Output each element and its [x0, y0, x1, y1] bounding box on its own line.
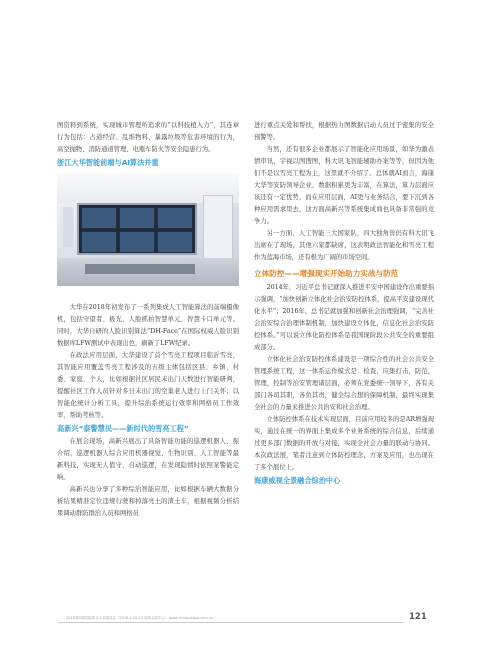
right-paragraph-3: 另一方面，人工智能三大国家队，四大独角兽仍有科大讯飞出席在了现场，其他六家都缺席，这表明政法智能化和雪亮工程作为蓝海市场，还有极为广阔的市场空间。	[254, 230, 434, 261]
right-paragraph-2: 当然，还有很多企业都展示了智能化应用场景，如华为激表情审讯，宇视以图搜图，科大讯飞智能辅助办案等等，但因为他们不是以雪亮工程为主，这里就不介绍了。总体就AI而言，海康大华等安防领导企业，数据积累更为丰富，在算法，算力层面应该还有一定优势，而在应用层面，AI更与业务结合，要下沉到各种应用需求里去，这方面高新兴等系统集成商也具备非常强的竞争力。	[254, 146, 434, 225]
left-paragraph-1: 图资料到系统，实现城市管理所追求的“以科技植入力”，其连章行为包括：占道经营、乱堆物料、暴露垃圾等危害环境的行为，高空抛物、消防通道管理、电瓶车防火等安全隐患行为。	[57, 122, 239, 153]
exhibition-photo	[57, 173, 239, 286]
page-number: 121	[409, 612, 427, 622]
page-footer	[0, 613, 480, 627]
section-subhead-hikvision: 海康威视全景融合综治中心	[254, 476, 341, 485]
section-subhead-gosuncn: 高新兴“泰警慧民——新时代的雪亮工程”	[57, 424, 189, 433]
left-paragraph-2: 大华在2018年初发布了一系列集成人工智能算法的前端摄像机，包括守望者、极光、人脸抓拍智慧单元、智慧卡口单元等。同时，大华自研的人脸识别算法“DH-Face”在国际权威人脸识别数据库LFW测试中表现出色，刷新了LFW纪录。	[57, 304, 239, 347]
right-paragraph-6: 立体防控体系在技术实现层面，目前应用较多的是AR增强现实，通过在统一的界面上集成多个业务系统的综合信息，后续通过更多部门数据的开放与对接，实现全社会力量的联动与协同。本次政法展，笔者注意到立体防控理念，方案及应用，也出现在了多个展位上。	[254, 416, 434, 471]
section-heading-3d-defense: 立体防控——增强现实开始助力实战与防范	[254, 269, 399, 278]
left-column	[57, 120, 239, 520]
section-subhead-dahua: 浙江大华智能前端与AI算法并重	[57, 158, 159, 167]
right-paragraph-4: 2014年，习近平总书记就深入推进平安中国建设作出重要指示强调，“加快创新立体化社会治安防控体系，提高平安建设现代化水平”；2016年，总书记就加强和创新社会治理强调，“完善社会治安综合治理体制机制，加快建设立体化，信息化社会治安防控体系。”可以说立体化防控体系是我国现阶段公共安全的重要组成部分。	[254, 284, 434, 351]
right-column	[254, 120, 434, 488]
left-paragraph-3: 在政法应用层面，大华建设了首个雪亮工程项目临沂雪亮，其智能应用覆盖雪亮工程涉及的五级主体包括区县、乡镇、村委、家庭、个人，比如根据社区居民未出门天数进行智能研判，提醒社区工作人员针对多日未出门的空巢老人进行上门关怀；以智能化统计分析工具，提升综治系统运行效率和网格员工作效率，帮助考核等。	[57, 352, 239, 419]
left-paragraph-4: 在展会现场，高新兴展出了具备智能功能的巡逻机器人、振介绍，巡逻机器人综合应用机器视觉、生物识别、人工智能等最新科技，实现无人值守、自动巡逻，在发现隐情时依照案警能定响。	[57, 438, 239, 481]
right-paragraph-5: 立体化社会治安防控体系建设是一项综合性的社会公共安全管理系统工程，这一体系运作模式是：检查，应集打击，防范，管理，控制等治安管理诸层面，必须在党委统一领导下，各有关部门各司其职，各负其责，健全综合想的保障机制，最终实现集全社会的力量来推进公共治安和社会治理。	[254, 356, 434, 411]
right-paragraph-1: 进行重点关爱和帮扶，根据热力图数据启动人员过于密集的安全预警等。	[254, 122, 434, 141]
footer-divider	[58, 622, 403, 623]
footer-caption: 2018第四届国际防无人机展览会《2018.4.20-22 深圳会展中心》 www.china-drone.com.cn	[66, 616, 214, 620]
left-paragraph-5: 高新兴也分享了多种综治智能应用，比如根据车辆大数据分析结果精准定位违规行驶和掉落亮土的渣土车，根据视频分析结果调动群防群治人员和网格员	[57, 486, 239, 517]
